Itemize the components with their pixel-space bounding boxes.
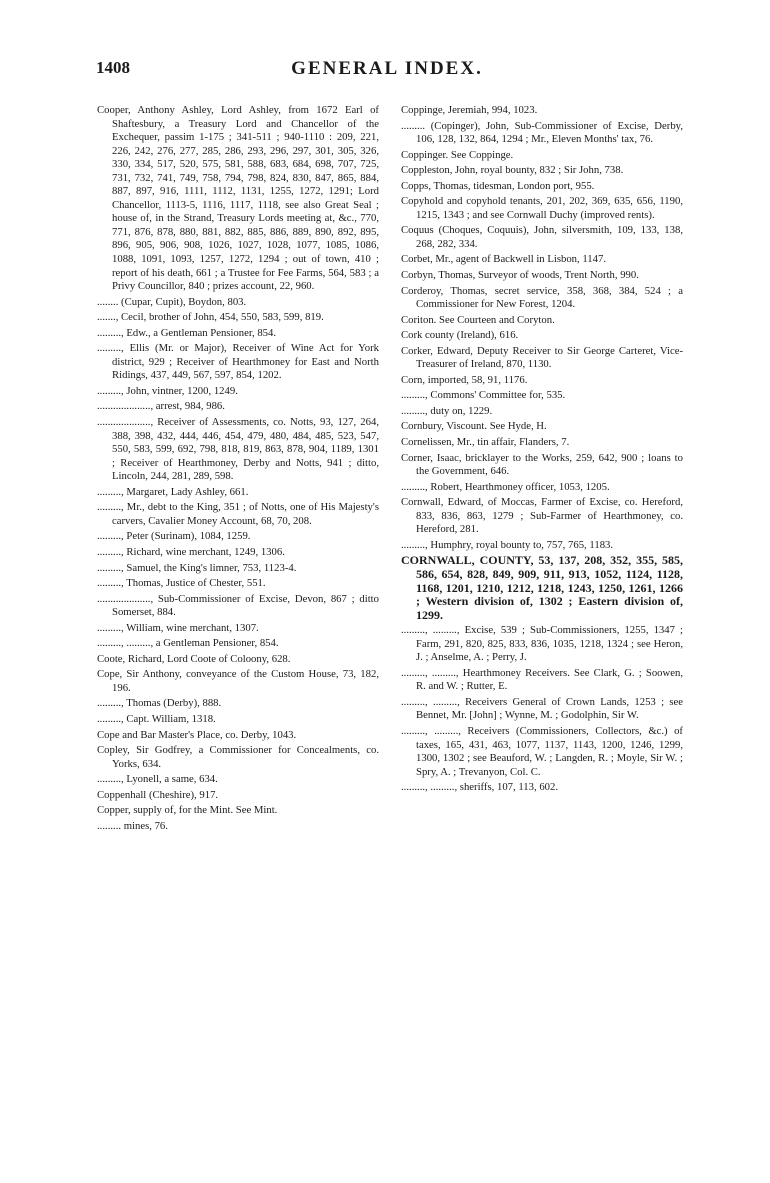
index-entry: ...................., Receiver of Assessments, co. Notts, 93, 127, 264, 388, 398, 432, 444, 446, 454, 479, 480, 484, 485, 523, 547, 550, 583, 599, 692, 798, 818, 819, 863, 878, 904, 1189, 1301 ; Receiver of Hearthmoney, Derby and Notts, 941 ; ditto, Lincoln, 244, 281, 289, 598. bbox=[97, 416, 379, 483]
index-entry: ........., Richard, wine merchant, 1249, 1306. bbox=[97, 545, 285, 558]
index-entry: Cornelissen, Mr., tin affair, Flanders, 7. bbox=[401, 436, 570, 449]
index-entry: ........., ........., Excise, 539 ; Sub-Commissioners, 1255, 1347 ; Farm, 291, 820, 825, 833, 836, 1035, 1218, 1324 ; see Heron, J. ; Anselme, A. ; Perry, J. bbox=[401, 624, 683, 664]
index-entry: Coriton. See Courteen and Coryton. bbox=[401, 313, 555, 326]
index-entry: Coppenhall (Cheshire), 917. bbox=[97, 788, 219, 801]
index-entry: Coppinge, Jeremiah, 994, 1023. bbox=[401, 104, 538, 116]
index-entry: ........., ........., Receivers General of Crown Lands, 1253 ; see Bennet, Mr. [John] ; Wynne, M. ; Godolphin, Sir W. bbox=[401, 695, 683, 722]
index-entry: ........ (Cupar, Cupit), Boydon, 803. bbox=[97, 295, 247, 308]
index-entry: ........., Edw., a Gentleman Pensioner, 854. bbox=[97, 326, 277, 339]
index-entry: ........., Mr., debt to the King, 351 ; of Notts, one of His Majesty's carvers, Cavalier Money Account, 68, 70, 208. bbox=[97, 501, 379, 527]
index-entry: ........., Margaret, Lady Ashley, 661. bbox=[97, 485, 249, 498]
index-entry: ........., Samuel, the King's limner, 753, 1123-4. bbox=[97, 561, 297, 574]
index-entry: CORNWALL, COUNTY, 53, 137, 208, 352, 355, 585, 586, 654, 828, 849, 909, 911, 913, 1052, 1124, 1128, 1168, 1201, 1210, 1212, 1218, 1243, 1250, 1261, 1266 ; Western division of, 1302 ; Eastern division of, 1299. bbox=[401, 553, 683, 622]
index-entry: ........., Capt. William, 1318. bbox=[97, 712, 216, 725]
index-entry: ........., Peter (Surinam), 1084, 1259. bbox=[97, 530, 251, 543]
index-entry: Coppleston, John, royal bounty, 832 ; Sir John, 738. bbox=[401, 164, 624, 177]
index-entry: Copper, supply of, for the Mint. See Mint. bbox=[97, 804, 278, 817]
index-entry: ...................., Sub-Commissioner of Excise, Devon, 867 ; ditto Somerset, 884. bbox=[97, 592, 379, 619]
index-entry: Corbet, Mr., agent of Backwell in Lisbon, 1147. bbox=[401, 253, 607, 266]
index-entry: ......., Cecil, brother of John, 454, 550, 583, 599, 819. bbox=[97, 311, 324, 324]
index-entry: Corbyn, Thomas, Surveyor of woods, Trent North, 990. bbox=[401, 269, 639, 282]
index-entry: Cope and Bar Master's Place, co. Derby, 1043. bbox=[97, 728, 297, 741]
index-entry: ........., Robert, Hearthmoney officer, 1053, 1205. bbox=[401, 480, 610, 493]
index-entry: Coppinger. See Coppinge. bbox=[401, 148, 514, 161]
index-entry: ........., ........., Receivers (Commissioners, Collectors, &c.) of taxes, 165, 431, 463, 1077, 1137, 1143, 1200, 1246, 1299, 1300, 1302 ; see Beauford, W. ; Langden, R. ; Moyle, Sir W. ; Spry, A. ; Trevanyon, Col. C. bbox=[401, 724, 683, 778]
index-entry: Copley, Sir Godfrey, a Commissioner for Concealments, co. Yorks, 634. bbox=[97, 744, 379, 770]
running-title: GENERAL INDEX. bbox=[291, 58, 483, 79]
index-entry: Cornbury, Viscount. See Hyde, H. bbox=[401, 420, 547, 433]
index-entry: ........., Thomas (Derby), 888. bbox=[97, 697, 222, 710]
index-entry: ........., duty on, 1229. bbox=[401, 404, 493, 417]
index-entry: ...................., arrest, 984, 986. bbox=[97, 400, 225, 413]
index-entry: ......... mines, 76. bbox=[97, 819, 168, 832]
index-entry: ........., Ellis (Mr. or Major), Receiver of Wine Act for York district, 929 ; Receiver of Hearthmoney for East and North Ridings, 437, 449, 567, 597, 854, 1202. bbox=[97, 342, 379, 382]
index-entry: ........., ........., sheriffs, 107, 113, 602. bbox=[401, 781, 559, 794]
index-entry: ........., John, vintner, 1200, 1249. bbox=[97, 384, 238, 397]
index-entry: ......... (Copinger), John, Sub-Commissioner of Excise, Derby, 106, 128, 132, 864, 1294 ; Mr., Eleven Months' tax, 76. bbox=[401, 119, 683, 146]
index-entry: ........., ........., a Gentleman Pensioner, 854. bbox=[97, 637, 279, 650]
index-entry: Cope, Sir Anthony, conveyance of the Custom House, 73, 182, 196. bbox=[97, 668, 379, 694]
index-entry: ........., Humphry, royal bounty to, 757, 765, 1183. bbox=[401, 538, 614, 551]
page-number: 1408 bbox=[96, 58, 130, 77]
page-header bbox=[96, 58, 678, 86]
index-entry: ........., Lyonell, a same, 634. bbox=[97, 773, 218, 786]
index-entry: ........., William, wine merchant, 1307. bbox=[97, 621, 259, 634]
index-entry: Copps, Thomas, tidesman, London port, 955. bbox=[401, 179, 595, 192]
index-entry: ........., Commons' Committee for, 535. bbox=[401, 389, 566, 402]
right-index-column bbox=[401, 104, 683, 797]
index-entry: Cork county (Ireland), 616. bbox=[401, 329, 519, 342]
index-entry: Corderoy, Thomas, secret service, 358, 368, 384, 524 ; a Commissioner for New Forest, 1204. bbox=[401, 284, 683, 311]
index-entry: Corker, Edward, Deputy Receiver to Sir George Carteret, Vice-Treasurer of Ireland, 870, 1130. bbox=[401, 344, 683, 371]
index-entry: ........., Thomas, Justice of Chester, 551. bbox=[97, 577, 266, 590]
index-entry: Cooper, Anthony Ashley, Lord Ashley, from 1672 Earl of Shaftesbury, a Treasury Lord and Chancellor of the Exchequer, passim 1-175 ; 341-511 ; 940-1110 : 209, 221, 226, 242, 276, 277, 285, 286, 293, 296, 297, 301, 305, 326, 330, 334, 517, 520, 575, 581, 588, 683, 684, 698, 707, 725, 731, 732, 741, 749, 758, 794, 798, 824, 830, 847, 865, 884, 887, 897, 916, 1111, 1112, 1131, 1255, 1272, 1291; Lord Chancellor, 1113-5, 1116, 1117, 1118, see also Great Seal ; house of, in the Strand, Treasury Lords meeting at, &c., 770, 771, 876, 878, 880, 881, 882, 885, 886, 889, 890, 892, 895, 896, 905, 906, 908, 1026, 1027, 1028, 1077, 1085, 1086, 1088, 1091, 1093, 1257, 1272, 1294 ; out of town, 410 ; report of his death, 661 ; a Trustee for Fee Farms, 564, 583 ; a Privy Councillor, 840 ; prizes account, 22, 960. bbox=[97, 104, 379, 293]
index-entry: Coote, Richard, Lord Coote of Coloony, 628. bbox=[97, 652, 291, 665]
index-entry: Copyhold and copyhold tenants, 201, 202, 369, 635, 656, 1190, 1215, 1343 ; and see Cornwall Duchy (improved rents). bbox=[401, 195, 683, 221]
index-entry: Coquus (Choques, Coquuis), John, silversmith, 109, 133, 138, 268, 282, 334. bbox=[401, 224, 683, 250]
left-index-column bbox=[97, 104, 379, 835]
index-entry: Cornwall, Edward, of Moccas, Farmer of Excise, co. Hereford, 833, 836, 863, 1279 ; Sub-Farmer of Hearthmoney, co. Hereford, 281. bbox=[401, 496, 683, 536]
index-entry: ........., ........., Hearthmoney Receivers. See Clark, G. ; Soowen, R. and W. ; Rutter, E. bbox=[401, 666, 683, 693]
index-entry: Corn, imported, 58, 91, 1176. bbox=[401, 373, 528, 386]
index-entry: Corner, Isaac, bricklayer to the Works, 259, 642, 900 ; loans to the Government, 646. bbox=[401, 451, 683, 478]
